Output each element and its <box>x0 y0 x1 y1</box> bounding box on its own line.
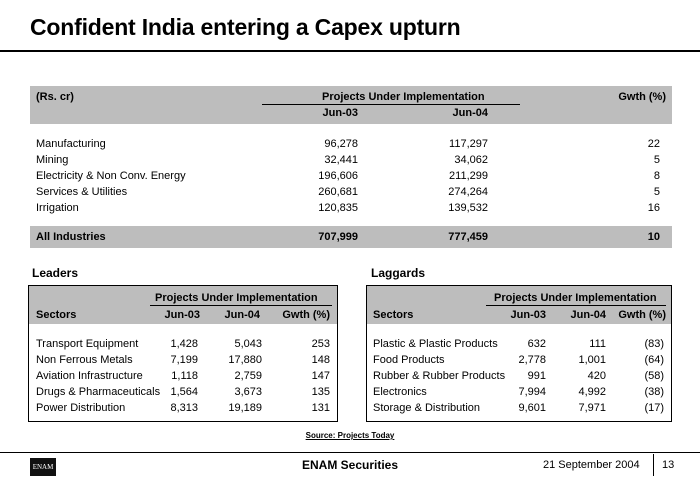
leaders-group-underline <box>150 305 332 306</box>
row-jun04: 7,971 <box>578 402 606 414</box>
footer-date: 21 September 2004 <box>543 459 640 471</box>
row-jun03: 1,428 <box>170 338 198 350</box>
main-growth-header: Gwth (%) <box>618 91 666 103</box>
row-jun04: 34,062 <box>454 154 488 166</box>
row-gwth: (17) <box>644 402 664 414</box>
company-logo: ENAM <box>30 458 56 476</box>
row-label: Services & Utilities <box>36 186 128 198</box>
row-label: Storage & Distribution <box>373 402 480 414</box>
row-jun04: 5,043 <box>234 338 262 350</box>
row-gwth: 135 <box>311 386 330 398</box>
page-title: Confident India entering a Capex upturn <box>30 14 461 40</box>
row-label: Electronics <box>373 386 427 398</box>
row-jun04: 4,992 <box>578 386 606 398</box>
leaders-heading: Leaders <box>32 266 79 280</box>
main-col-jun03: Jun-03 <box>322 107 358 119</box>
leaders-col-jun03: Jun-03 <box>164 309 200 321</box>
row-label: Manufacturing <box>36 138 106 150</box>
laggards-group-underline <box>486 305 666 306</box>
leaders-col-jun04: Jun-04 <box>224 309 260 321</box>
row-jun03: 632 <box>527 338 546 350</box>
row-gwth: 5 <box>653 154 660 166</box>
row-label: Irrigation <box>36 202 79 214</box>
row-jun04: 19,189 <box>228 402 262 414</box>
row-label: Power Distribution <box>36 402 126 414</box>
row-jun03: 1,118 <box>171 370 198 382</box>
row-label: Non Ferrous Metals <box>36 354 133 366</box>
row-gwth: 5 <box>653 186 660 198</box>
main-group-underline <box>262 104 520 105</box>
row-label: Food Products <box>373 354 445 366</box>
row-gwth: 253 <box>311 338 330 350</box>
main-group-header: Projects Under Implementation <box>322 91 485 103</box>
row-jun03: 32,441 <box>324 154 358 166</box>
laggards-col-gwth: Gwth (%) <box>618 309 666 321</box>
row-jun04: 117,297 <box>449 138 488 150</box>
laggards-heading: Laggards <box>371 266 426 280</box>
row-gwth: (64) <box>644 354 664 366</box>
row-jun03: 991 <box>527 370 546 382</box>
row-jun03: 196,606 <box>318 170 358 182</box>
row-gwth: 131 <box>311 402 330 414</box>
unit-label: (Rs. cr) <box>36 91 74 103</box>
row-jun04: 139,532 <box>448 202 488 214</box>
row-label: Electricity & Non Conv. Energy <box>36 170 186 182</box>
row-jun03: 1,564 <box>170 386 198 398</box>
row-jun03: 2,778 <box>518 354 546 366</box>
leaders-sectors-header: Sectors <box>36 309 77 321</box>
row-label: Transport Equipment <box>36 338 139 350</box>
row-label: Rubber & Rubber Products <box>373 370 506 382</box>
row-gwth: 8 <box>653 170 660 182</box>
total-label: All Industries <box>36 231 106 243</box>
row-jun03: 9,601 <box>518 402 546 414</box>
laggards-col-jun03: Jun-03 <box>510 309 546 321</box>
laggards-group-header: Projects Under Implementation <box>494 292 657 304</box>
row-label: Aviation Infrastructure <box>36 370 143 382</box>
row-jun04: 274,264 <box>448 186 488 198</box>
total-jun04: 777,459 <box>448 231 488 243</box>
total-jun03: 707,999 <box>318 231 358 243</box>
laggards-sectors-header: Sectors <box>373 309 414 321</box>
page-number: 13 <box>662 459 675 471</box>
leaders-col-gwth: Gwth (%) <box>282 309 330 321</box>
laggards-col-jun04: Jun-04 <box>570 309 606 321</box>
total-gwth: 10 <box>647 231 660 243</box>
row-gwth: 148 <box>311 354 330 366</box>
row-jun03: 96,278 <box>324 138 358 150</box>
row-label: Drugs & Pharmaceuticals <box>36 386 161 398</box>
row-label: Plastic & Plastic Products <box>373 338 498 350</box>
row-jun03: 8,313 <box>170 402 198 414</box>
leaders-group-header: Projects Under Implementation <box>155 292 318 304</box>
row-jun03: 7,994 <box>518 386 546 398</box>
row-jun04: 2,759 <box>234 370 262 382</box>
row-jun04: 1,001 <box>578 354 606 366</box>
footer-separator <box>653 454 654 476</box>
source-note: Source: Projects Today <box>305 431 395 440</box>
row-label: Mining <box>36 154 69 166</box>
row-gwth: (83) <box>644 338 664 350</box>
row-jun04: 211,299 <box>449 170 488 182</box>
row-jun03: 7,199 <box>170 354 198 366</box>
footer-company: ENAM Securities <box>301 458 399 472</box>
row-jun04: 3,673 <box>234 386 262 398</box>
footer-divider <box>0 452 700 453</box>
row-jun04: 420 <box>587 370 606 382</box>
row-gwth: 16 <box>647 202 660 214</box>
row-gwth: 147 <box>311 370 330 382</box>
row-gwth: (38) <box>644 386 664 398</box>
row-gwth: (58) <box>644 370 664 382</box>
row-jun03: 120,835 <box>318 202 358 214</box>
main-col-jun04: Jun-04 <box>452 107 488 119</box>
row-jun04: 111 <box>589 338 606 350</box>
row-jun03: 260,681 <box>318 186 358 198</box>
row-jun04: 17,880 <box>228 354 262 366</box>
title-divider <box>0 50 700 52</box>
row-gwth: 22 <box>647 138 660 150</box>
